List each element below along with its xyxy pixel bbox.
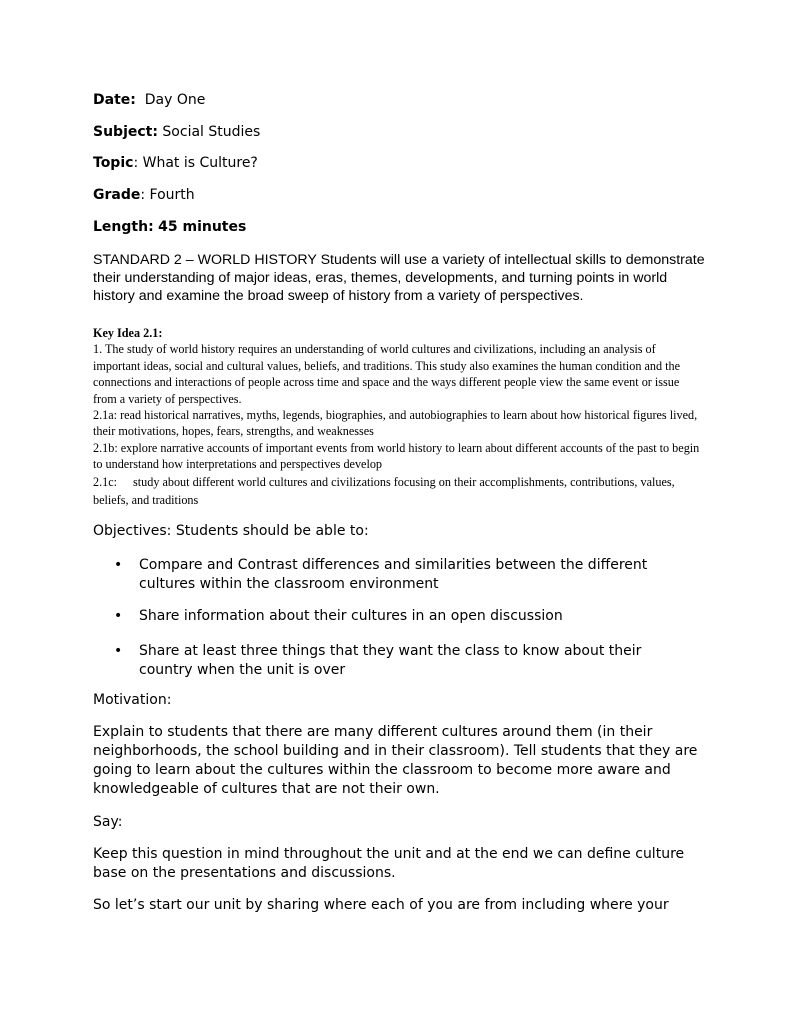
key-idea-paragraph-2a: 2.1a: read historical narratives, myths, legends, biographies, and autobiographies to learn about how historical figures lived, their motivations, hopes, fears, strengths, and weaknesses <box>93 408 698 439</box>
grade-line <box>93 186 195 205</box>
objective-item-1 <box>114 556 674 596</box>
grade-value: : Fourth <box>140 187 195 203</box>
bullet-icon: • <box>114 643 123 659</box>
subject-value: Social Studies <box>162 124 261 140</box>
say-paragraph-1: Keep this question in mind throughout the unit and at the end we can define culture base on the presentations and discussions. <box>93 846 685 881</box>
date-value: Day One <box>144 92 206 108</box>
grade-label: Grade <box>93 187 141 203</box>
bullet-icon: • <box>114 608 123 624</box>
motivation-paragraph: Explain to students that there are many different cultures around them (in their neighborhoods, the school building and in their classroom). Tell students that they are going to learn about the cultures within the classroom to become more aware and knowledgeable of cultures that are not their own. <box>93 724 698 797</box>
topic-value: : What is Culture? <box>133 155 258 171</box>
objective-text-2: Share information about their cultures in an open discussion <box>139 608 563 624</box>
bullet-icon: • <box>114 557 123 573</box>
key-idea-paragraph-2b: 2.1b: explore narrative accounts of important events from world history to learn about different accounts of the past to begin to understand how interpretations and perspectives develop <box>93 440 700 472</box>
key-idea-paragraph-2c <box>93 473 705 510</box>
length-label: Length: <box>93 219 154 235</box>
topic-line <box>93 154 258 173</box>
subject-label: Subject: <box>93 124 158 140</box>
topic-label: Topic <box>93 155 134 171</box>
standard-paragraph: STANDARD 2 – WORLD HISTORY Students will use a variety of intellectual skills to demonstrate their understanding of major ideas, eras, themes, developments, and turning points in world history and examine the broad sweep of history from a variety of perspectives. <box>93 252 705 304</box>
key-idea-2c-text: study about different world cultures and civilizations focusing on their accomplishments, contributions, values, beliefs, and traditions <box>93 474 675 508</box>
date-label: Date: <box>93 92 136 108</box>
length-line <box>93 218 246 237</box>
key-idea-paragraph-1: 1. The study of world history requires an understanding of world cultures and civilizations, including an analysis of important ideas, social and cultural values, beliefs, and traditions. This study also examines the human condition and the connections and interactions of people across time and space and the ways different people view the same event or issue from a variety of perspectives. <box>93 342 681 406</box>
say-heading: Say: <box>93 814 123 830</box>
objective-text-3: Share at least three things that they want the class to know about their country when the unit is over <box>139 643 642 678</box>
objectives-heading: Objectives: Students should be able to: <box>93 523 369 539</box>
objective-text-1: Compare and Contrast differences and similarities between the different cultures within the classroom environment <box>139 557 648 592</box>
key-idea-heading: Key Idea 2.1: <box>93 326 163 340</box>
say-paragraph-2: So let’s start our unit by sharing where each of you are from including where your <box>93 897 669 913</box>
length-value: 45 minutes <box>158 219 247 235</box>
date-line <box>93 91 205 110</box>
subject-line <box>93 123 260 142</box>
objective-item-3 <box>114 642 674 682</box>
key-idea-2c-label: 2.1c: <box>93 474 118 489</box>
motivation-heading: Motivation: <box>93 692 172 708</box>
objective-item-2 <box>114 607 674 627</box>
key-idea-section <box>93 325 705 510</box>
